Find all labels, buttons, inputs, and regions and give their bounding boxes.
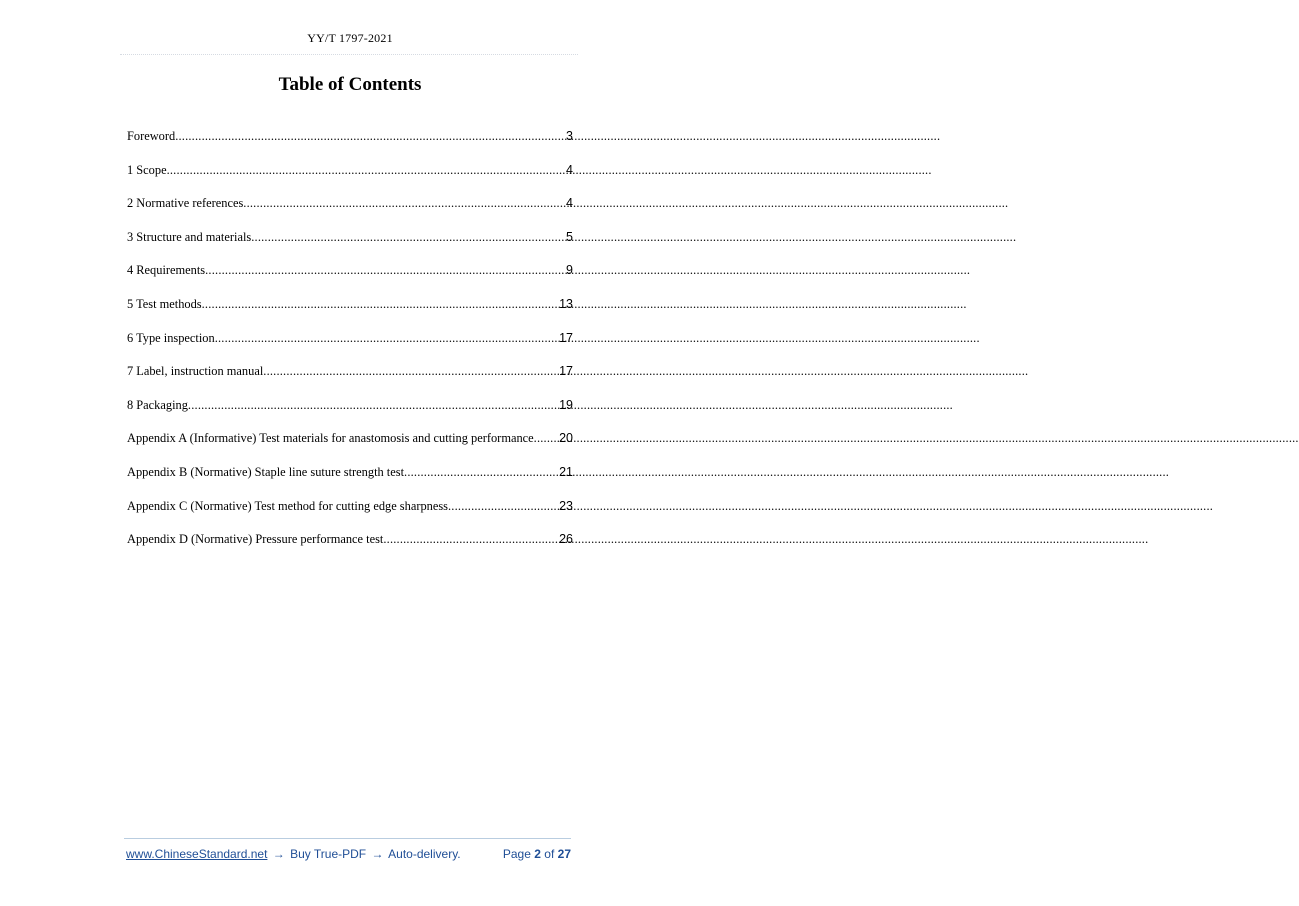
toc-list (127, 126, 573, 563)
toc-dot-leader (205, 260, 566, 280)
toc-dot-leader (534, 428, 559, 448)
toc-entry-label: Foreword (127, 129, 176, 143)
toc-entry-label: Appendix D (Normative) Pressure performance test (127, 532, 384, 547)
toc-entry-page: 17 (559, 364, 573, 379)
toc-dot-leader (448, 496, 559, 516)
toc-entry-label: 2 Normative references (127, 196, 244, 211)
toc-entry-page: 9 (566, 263, 573, 278)
arrow-right-icon: → (371, 847, 384, 861)
toc-dot-leader (188, 395, 559, 415)
toc-dot-leader (263, 361, 559, 381)
toc-entry-label: Appendix B (Normative) Staple line suture strength test (127, 464, 405, 479)
toc-entry-page: 20 (559, 431, 573, 446)
page-number (503, 847, 571, 861)
auto-delivery-text: Auto-delivery. (388, 847, 461, 861)
toc-entry-appendix-a[interactable] (127, 428, 573, 462)
standard-code: YY/T 1797-2021 (307, 31, 393, 45)
toc-dot-leader (383, 529, 559, 549)
toc-entry-label: Appendix C (Normative) Test method for cutting edge sharpness (127, 498, 448, 513)
toc-entry-appendix-c[interactable] (127, 496, 573, 530)
toc-entry-requirements[interactable] (127, 260, 573, 294)
toc-dot-leader (404, 462, 559, 482)
toc-entry-page: 3 (566, 129, 573, 143)
toc-entry-page: 17 (559, 330, 573, 345)
toc-entry-page: 4 (566, 196, 573, 211)
toc-dot-leader (175, 126, 566, 146)
toc-dot-leader (202, 294, 559, 314)
toc-dot-leader (167, 160, 566, 180)
toc-entry-appendix-b[interactable] (127, 462, 573, 496)
toc-entry-type-inspection[interactable] (127, 328, 573, 362)
toc-entry-label: 8 Packaging (127, 397, 188, 412)
toc-entry-label: 4 Requirements (127, 263, 206, 278)
toc-entry-page: 4 (566, 162, 573, 177)
toc-entry-packaging[interactable] (127, 395, 573, 429)
toc-dot-leader (251, 227, 566, 247)
toc-entry-structure-and-materials[interactable] (127, 227, 573, 261)
toc-entry-label: 3 Structure and materials (127, 229, 252, 244)
toc-entry-page: 13 (559, 296, 573, 311)
toc-entry-page: 26 (559, 532, 573, 547)
page-word: Page (502, 847, 531, 861)
footer-divider (124, 838, 571, 839)
toc-entry-normative-references[interactable] (127, 193, 573, 227)
of-word: of (544, 847, 555, 861)
toc-title: Table of Contents (278, 74, 422, 95)
toc-entry-page: 5 (566, 229, 573, 244)
toc-entry-foreword[interactable] (127, 126, 573, 160)
toc-entry-label: Appendix A (Informative) Test materials for anastomosis and cutting performance (127, 431, 534, 446)
buy-pdf-text: Buy True-PDF (290, 847, 367, 861)
toc-entry-label-instruction-manual[interactable] (127, 361, 573, 395)
toc-entry-label: 1 Scope (127, 162, 167, 177)
total-pages: 27 (557, 847, 571, 861)
toc-entry-test-methods[interactable] (127, 294, 573, 328)
toc-entry-label: 6 Type inspection (127, 330, 215, 345)
toc-entry-label: 5 Test methods (127, 296, 202, 311)
toc-entry-label: 7 Label, instruction manual (127, 364, 264, 379)
toc-entry-scope[interactable] (127, 160, 573, 194)
toc-entry-appendix-d[interactable] (127, 529, 573, 563)
toc-dot-leader (215, 328, 559, 348)
toc-entry-page: 19 (559, 397, 573, 412)
toc-dot-leader (243, 193, 566, 213)
toc-entry-page: 21 (559, 464, 573, 479)
arrow-right-icon: → (272, 847, 285, 861)
toc-entry-page: 23 (559, 498, 573, 513)
header-divider (120, 54, 578, 55)
page-footer (126, 847, 571, 861)
current-page: 2 (534, 847, 541, 861)
site-link[interactable]: www.ChineseStandard.net (126, 847, 268, 861)
